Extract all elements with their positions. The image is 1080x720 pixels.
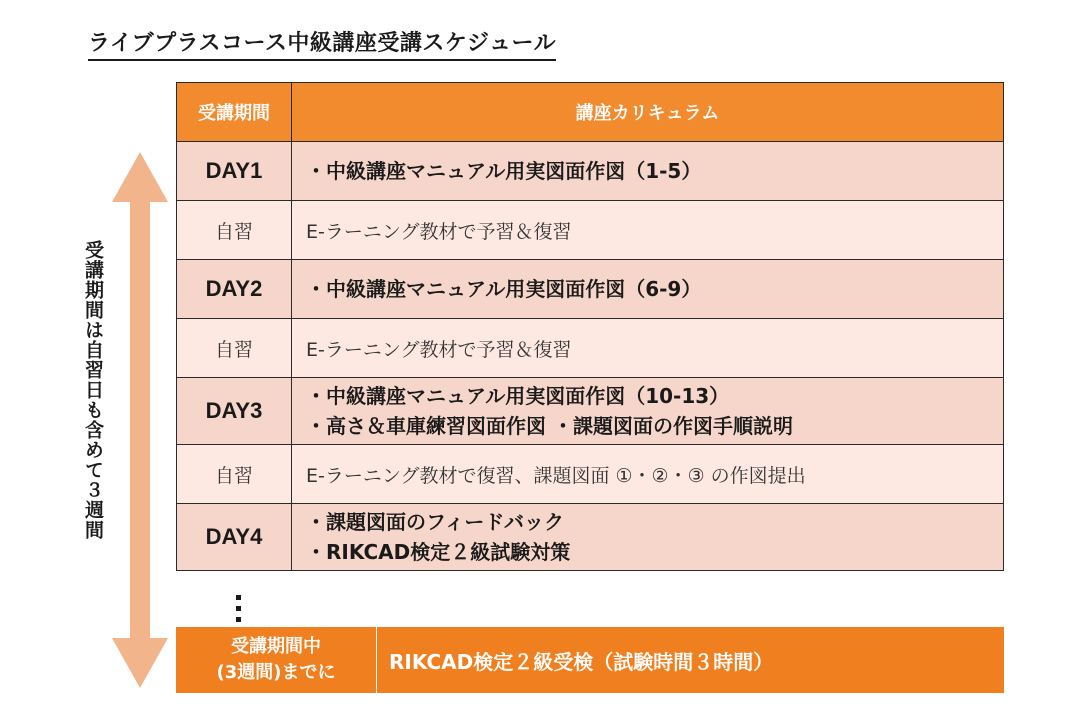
content-line: ・RIKCAD検定２級試験対策 — [306, 540, 571, 564]
row-content — [292, 201, 1004, 260]
table-row-self-study — [177, 201, 1004, 260]
table-row-day3 — [177, 378, 1004, 445]
table-row-day4 — [177, 504, 1004, 571]
double-arrow-icon — [110, 152, 170, 688]
content-line: E-ラーニング教材で予習＆復習 — [306, 220, 572, 243]
deadline-line2: (3週間)までに — [216, 662, 336, 683]
deadline-line1: 受講期間中 — [231, 636, 321, 657]
content-line: E-ラーニング教材で予習＆復習 — [306, 338, 572, 361]
content-line: E-ラーニング教材で復習、課題図面 ①・②・③ の作図提出 — [306, 464, 806, 487]
table-row-day2 — [177, 260, 1004, 319]
header-period: 受講期間 — [177, 83, 292, 142]
exam-deadline — [176, 627, 377, 693]
content-line: ・課題図面のフィードバック — [306, 510, 564, 534]
row-label: DAY3 — [177, 378, 292, 445]
continuation-dots — [236, 595, 242, 628]
exam-description: RIKCAD検定２級受検（試験時間３時間） — [389, 649, 774, 674]
header-curriculum: 講座カリキュラム — [292, 83, 1004, 142]
row-label: 自習 — [177, 201, 292, 260]
content-line: ・高さ＆車庫練習図面作図 ・課題図面の作図手順説明 — [306, 414, 793, 438]
row-content — [292, 319, 1004, 378]
dot — [236, 617, 241, 622]
content-line: ・中級講座マニュアル用実図面作図（1-5） — [306, 159, 702, 183]
page-title: ライブプラスコース中級講座受講スケジュール — [88, 26, 556, 61]
row-content — [292, 142, 1004, 201]
table-row-self-study — [177, 319, 1004, 378]
dot — [236, 606, 241, 611]
table-row-day1 — [177, 142, 1004, 201]
row-label: DAY4 — [177, 504, 292, 571]
row-content — [292, 504, 1004, 571]
row-content — [292, 260, 1004, 319]
row-label: DAY2 — [177, 260, 292, 319]
row-label: DAY1 — [177, 142, 292, 201]
row-label: 自習 — [177, 319, 292, 378]
content-line: ・中級講座マニュアル用実図面作図（6-9） — [306, 277, 702, 301]
schedule-table — [176, 82, 1004, 571]
row-content — [292, 445, 1004, 504]
table-header-row — [177, 83, 1004, 142]
row-label: 自習 — [177, 445, 292, 504]
content-line: ・中級講座マニュアル用実図面作図（10-13） — [306, 384, 730, 408]
side-period-label: 受講期間は自習日も含めて３週間 — [82, 240, 104, 540]
dot — [236, 595, 241, 600]
row-content — [292, 378, 1004, 445]
exam-banner — [176, 627, 1004, 693]
table-row-self-study — [177, 445, 1004, 504]
